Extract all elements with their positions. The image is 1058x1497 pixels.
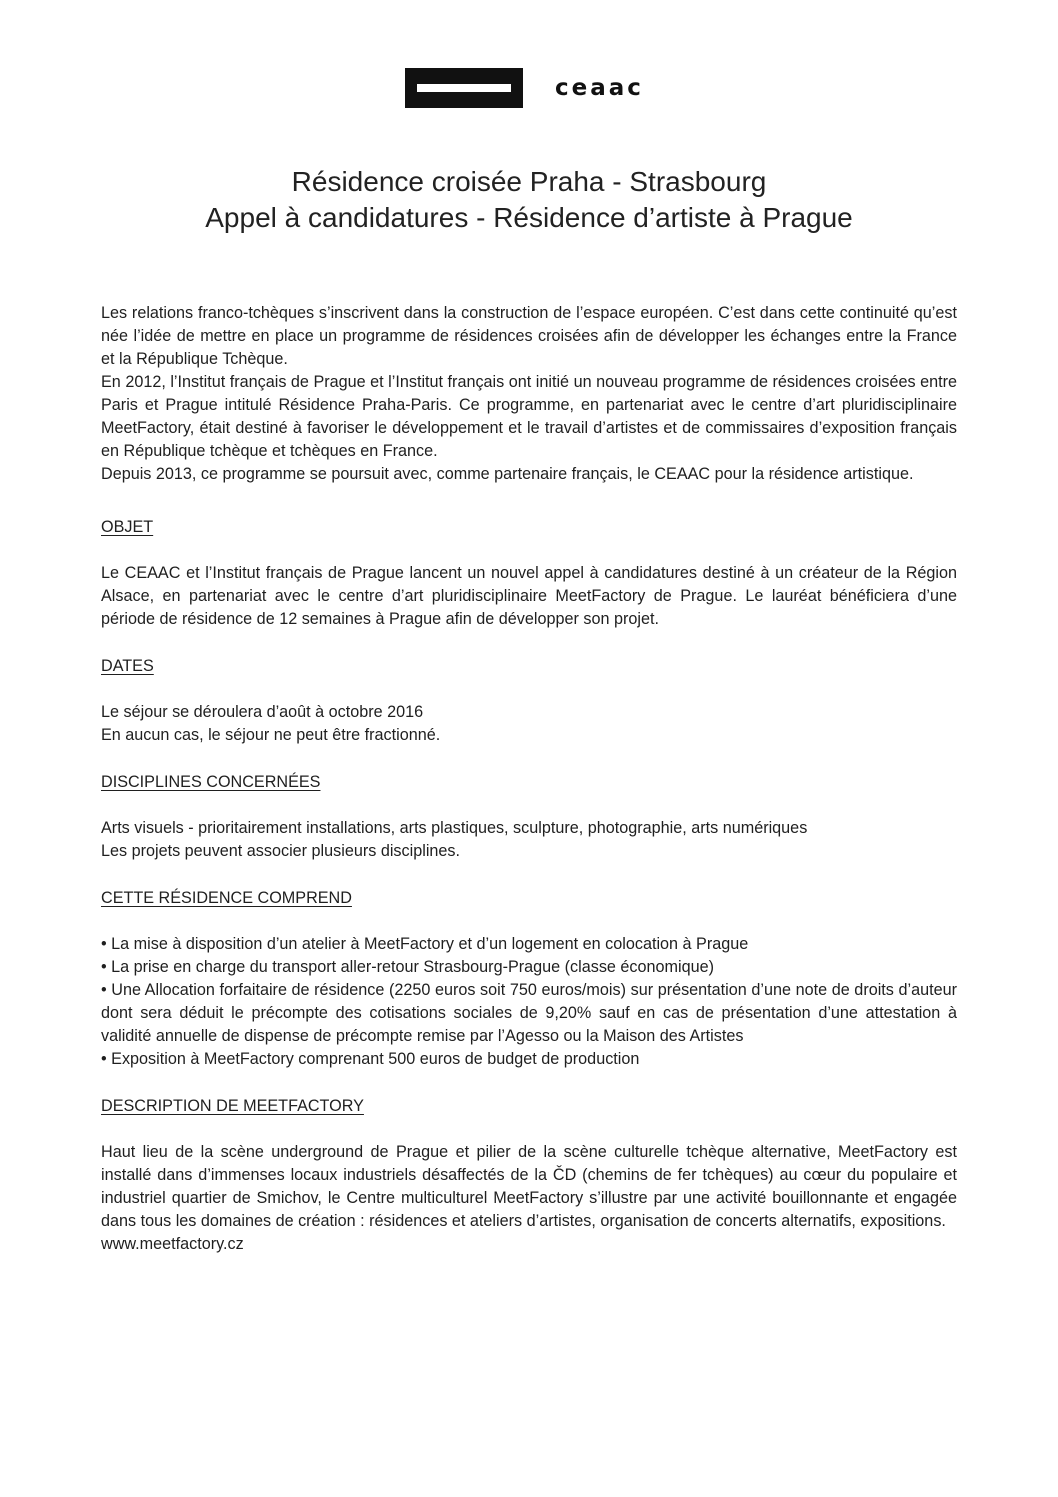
residence-item: • Exposition à MeetFactory comprenant 500 euros de budget de production <box>101 1050 640 1068</box>
objet-heading: OBJET <box>101 518 154 536</box>
residence-item: • La prise en charge du transport aller-retour Strasbourg-Prague (classe économique) <box>101 958 715 976</box>
ceaac-logo <box>405 68 644 108</box>
dates-line-2: En aucun cas, le séjour ne peut être fractionné. <box>101 726 441 744</box>
residence-item: • La mise à disposition d’un atelier à MeetFactory et d’un logement en colocation à Prague <box>101 935 749 953</box>
title-line-1: Résidence croisée Praha - Strasbourg <box>291 166 767 197</box>
disciplines-line-2: Les projets peuvent associer plusieurs disciplines. <box>101 842 461 860</box>
intro-paragraph-1: Les relations franco-tchèques s’inscrivent dans la construction de l’espace européen. C’est dans cette continuité qu’est née l’idée de mettre en place un programme de résidences croisées afin de développer les échanges entre la France et la République Tchèque. <box>101 304 957 368</box>
document-title <box>0 164 1058 236</box>
residence-heading: CETTE RÉSIDENCE COMPREND <box>101 889 352 907</box>
logo-bar <box>417 84 511 92</box>
logo-mark <box>405 68 523 108</box>
meetfactory-heading: DESCRIPTION DE MEETFACTORY <box>101 1097 364 1115</box>
dates-heading: DATES <box>101 657 154 675</box>
dates-line-1: Le séjour se déroulera d’août à octobre 2016 <box>101 703 424 721</box>
objet-text: Le CEAAC et l’Institut français de Prague lancent un nouvel appel à candidatures destiné à un créateur de la Région Alsace, en partenariat avec le centre d’art pluridisciplinaire MeetFactory de Prague. Le lauréat bénéficiera d’une période de résidence de 12 semaines à Prague afin de développer son projet. <box>101 564 957 628</box>
intro-paragraph-3: Depuis 2013, ce programme se poursuit avec, comme partenaire français, le CEAAC pour la résidence artistique. <box>101 465 914 483</box>
document-body <box>101 302 957 1256</box>
intro-paragraph-2: En 2012, l’Institut français de Prague et l’Institut français ont initié un nouveau programme de résidences croisées entre Paris et Prague intitulé Résidence Praha-Paris. Ce programme, en partenariat avec le centre d’art pluridisciplinaire MeetFactory, était destiné à favoriser le développement et le travail d’artistes et de commissaires d’exposition français en République tchèque et tchèques en France. <box>101 373 957 460</box>
title-line-2: Appel à candidatures - Résidence d’artiste à Prague <box>205 202 853 233</box>
disciplines-heading: DISCIPLINES CONCERNÉES <box>101 773 321 791</box>
logo-text: ceaac <box>555 75 644 101</box>
meetfactory-link[interactable]: www.meetfactory.cz <box>101 1235 244 1253</box>
disciplines-line-1: Arts visuels - prioritairement installations, arts plastiques, sculpture, photographie, arts numériques <box>101 819 808 837</box>
residence-item: • Une Allocation forfaitaire de résidence (2250 euros soit 750 euros/mois) sur présentation d’une note de droits d’auteur dont sera déduit le précompte des cotisations sociales de 9,20% sauf en cas de présentation d’une attestation à validité annuelle de dispense de précompte remise par l’Agesso ou la Maison des Artistes <box>101 981 957 1045</box>
meetfactory-text: Haut lieu de la scène underground de Prague et pilier de la scène culturelle tchèque alternative, MeetFactory est installé dans d’immenses locaux industriels désaffectés de la ČD (chemins de fer tchèques) au cœur du populaire et industriel quartier de Smichov, le Centre multiculturel MeetFactory s’illustre par une activité bouillonnante et engagée dans tous les domaines de création : résidences et ateliers d’artistes, organisation de concerts alternatifs, expositions. <box>101 1143 957 1230</box>
